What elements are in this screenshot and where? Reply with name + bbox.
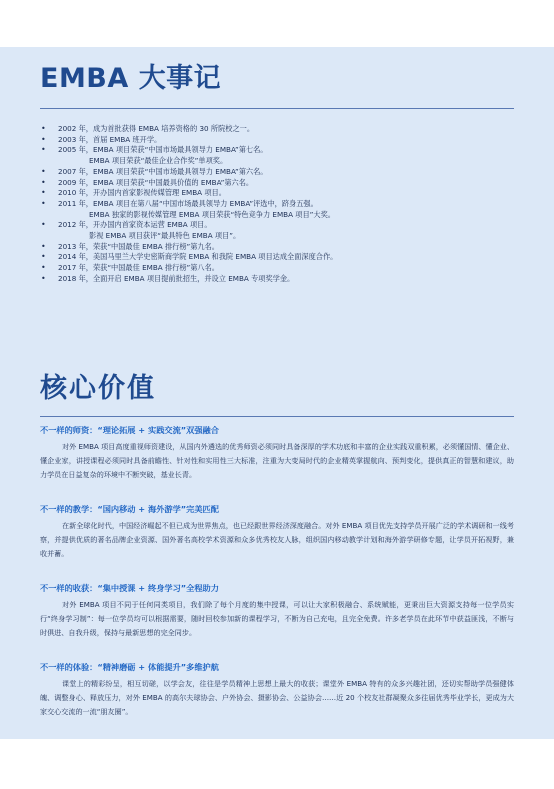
bullet-icon: •	[41, 166, 46, 176]
bullet-icon: •	[41, 263, 46, 273]
value-section-gains	[40, 582, 514, 640]
timeline-item-text: 2018 年，全面开启 EMBA 项目提前批招生，并设立 EMBA 专项奖学金。	[58, 273, 295, 283]
bullet-icon: •	[41, 241, 46, 251]
timeline-item	[40, 135, 510, 146]
bullet-icon: •	[41, 273, 46, 283]
timeline-item	[40, 263, 510, 274]
value-section-faculty	[40, 424, 514, 482]
timeline-subitem	[40, 210, 510, 221]
value-section-teaching	[40, 503, 514, 561]
timeline-item	[40, 188, 510, 199]
bullet-icon: •	[41, 134, 46, 144]
section-heading: 不一样的收获：“集中授课 + 终身学习”全程助力	[40, 583, 219, 593]
section-heading: 不一样的体验：“精神磨砺 + 体能提升”多维护航	[40, 662, 219, 672]
timeline-item	[40, 252, 510, 263]
bullet-icon: •	[41, 252, 46, 262]
timeline-title-rule	[40, 108, 514, 109]
timeline-item-text: 2007 年，EMBA 项目荣获“中国市场最具领导力 EMBA”第六名。	[58, 166, 268, 176]
timeline-item	[40, 167, 510, 178]
bullet-icon: •	[41, 145, 46, 155]
timeline-title: EMBA 大事记	[40, 63, 222, 94]
timeline-subitem	[40, 156, 510, 167]
timeline-item-text: 2009 年，EMBA 项目荣获“中国最具价值的 EMBA”第六名。	[58, 177, 254, 187]
timeline-item-text: 2010 年，开办国内首家影视传媒管理 EMBA 项目。	[58, 188, 226, 198]
timeline-item-text: 2014 年，美国马里兰大学史密斯商学院 EMBA 和我院 EMBA 项目达成全面深度合作。	[58, 252, 338, 262]
timeline-item-text: 2003 年，首届 EMBA 班开学。	[58, 134, 162, 144]
bullet-icon: •	[41, 124, 46, 133]
timeline-item-text: 2013 年，荣获“中国最佳 EMBA 排行榜”第九名。	[58, 241, 219, 251]
section-heading: 不一样的师资：“理论拓展 + 实践交流”双强融合	[40, 425, 219, 435]
timeline-item	[40, 242, 510, 253]
timeline-item	[40, 220, 510, 231]
bullet-icon: •	[41, 188, 46, 198]
timeline-item	[40, 274, 510, 285]
timeline-item	[40, 124, 510, 135]
timeline-item	[40, 199, 510, 210]
timeline-subitem-text: 影视 EMBA 项目获评“最具特色 EMBA 项目”。	[89, 231, 241, 241]
section-heading: 不一样的教学：“国内移动 + 海外游学”完美匹配	[40, 504, 219, 514]
section-body: 课堂上的精彩纷呈，相互切磋，以学会友，往往是学员精神上思想上最大的收获；课堂外 EMBA 特有的众多兴趣社团，还切实帮助学员强健体魄、调整身心、释放压力，对外 EMBA 的高尔夫球协会、户外协会、摄影协会、公益协会……近 20 个校友社群凝聚众多往届优秀毕业学长，更成为大家交心交流的一流“朋友圈”。	[40, 679, 514, 716]
section-body: 对外 EMBA 项目高度重视师资建设，从国内外遴选的优秀师资必须同时具备深厚的学术功底和丰富的企业实践双重积累，必须懂国情、懂企业、懂企业家，讲授课程必须同时具备前瞻性、针对性和实用性三大标准，注重为大变局时代的企业精英掌握航向、预判变化，提供真正的智慧和建议，助力学员在日益复杂的环境中不断突破，基业长青。	[40, 442, 514, 479]
timeline-subitem-text: EMBA 独家的影视传媒管理 EMBA 项目荣获“特色竞争力 EMBA 项目”大奖。	[89, 209, 335, 219]
bullet-icon: •	[41, 198, 46, 208]
values-title: 核心价值	[40, 373, 156, 404]
section-body: 在新全球化时代，中国经济崛起不但已成为世界焦点，也已经跟世界经济深度融合。对外 EMBA 项目优先支持学员开展广泛的学术调研和一线考察，并提供优质的著名品牌企业资源、国外著名高校学术资源和众多优秀校友人脉，组织国内移动教学计划和海外游学研修专题，让学员开拓视野，兼收并蓄。	[40, 521, 514, 558]
bullet-icon: •	[41, 177, 46, 187]
timeline-subitem	[40, 231, 510, 242]
timeline-item	[40, 178, 510, 189]
bottom-margin	[0, 739, 554, 789]
bullet-icon: •	[41, 220, 46, 230]
timeline-item	[40, 145, 510, 156]
timeline-list	[40, 124, 510, 285]
values-title-rule	[40, 416, 514, 417]
timeline-item-text: 2012 年，开办国内首家资本运营 EMBA 项目。	[58, 220, 212, 230]
top-margin	[0, 0, 554, 47]
timeline-item-text: 2005 年，EMBA 项目荣获“中国市场最具领导力 EMBA”第七名。	[58, 145, 268, 155]
timeline-item-text: 2017 年，荣获“中国最佳 EMBA 排行榜”第八名。	[58, 263, 219, 273]
value-section-experience	[40, 661, 514, 719]
timeline-item-text: 2002 年，成为首批获得 EMBA 培养资格的 30 所院校之一。	[58, 124, 255, 133]
timeline-item-text: 2011 年，EMBA 项目在第八届“中国市场最具领导力 EMBA”评选中，跻身五强。	[58, 198, 318, 208]
timeline-subitem-text: EMBA 项目荣获“最佳企业合作奖”单项奖。	[89, 156, 228, 166]
section-body: 对外 EMBA 项目不同于任何同类项目，我们除了每个月度的集中授课，可以让大家积极融合、系统赋能，更秉出巨大资源支持每一位学员实行“终身学习制”：每一位学员均可以根据需要，随时回校参加新的课程学习，不断为自己充电，且完全免费。许多老学员在此环节中获益匪浅，不断与时俱进、自我升级，保持与最新思想的完全同步。	[40, 600, 514, 637]
